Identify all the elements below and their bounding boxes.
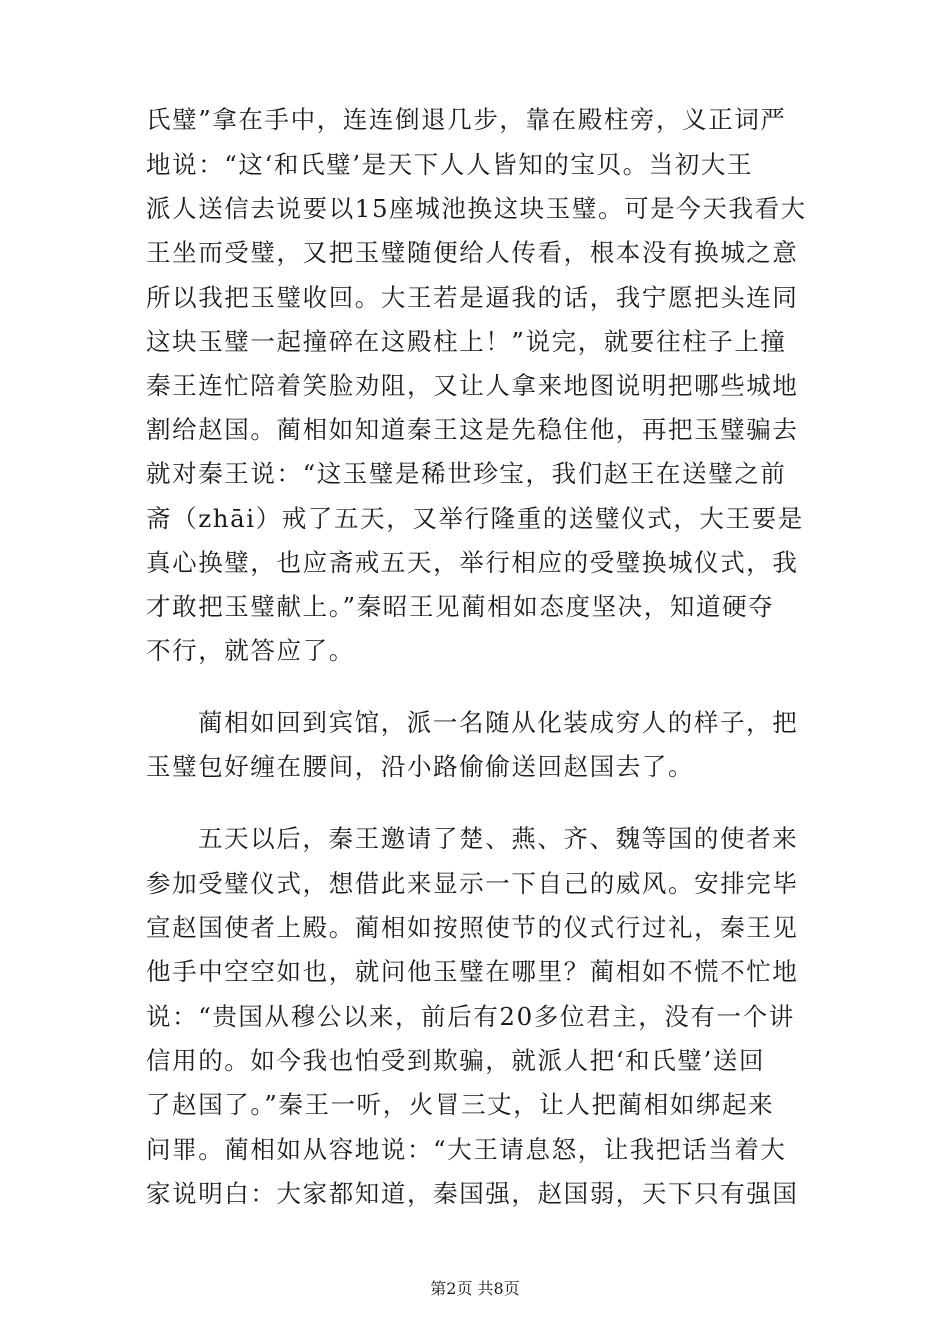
- text-line: 才敢把玉璧献上。”秦昭王见蔺相如态度坚决，知道硬夺: [146, 592, 775, 621]
- text-line: 问罪。蔺相如从容地说：“大王请息怒，让我把话当着大: [146, 1135, 787, 1164]
- text-line: 秦王连忙陪着笑脸劝阻，又让人拿来地图说明把哪些城地: [146, 371, 799, 400]
- text-line: 五天以后，秦王邀请了楚、燕、齐、魏等国的使者来: [198, 824, 799, 853]
- text-line: 派人送信去说要以15座城池换这块玉璧。可是今天我看大: [146, 194, 807, 223]
- text-line: 割给赵国。蔺相如知道秦王这是先稳住他，再把玉璧骗去: [146, 415, 799, 444]
- text-line: 信用的。如今我也怕受到欺骗，就派人把‘和氏璧’送回: [146, 1046, 766, 1075]
- page-footer: 第2页 共8页: [430, 1279, 520, 1298]
- text-line: 斋（zhāi）戒了五天，又举行隆重的送璧仪式，大王要是: [146, 504, 804, 533]
- text-line: 家说明白：大家都知道，秦国强，赵国弱，天下只有强国: [146, 1179, 799, 1208]
- text-line: 就对秦王说：“这玉璧是稀世珍宝，我们赵王在送璧之前: [146, 459, 787, 488]
- text-line: 宣赵国使者上殿。蔺相如按照使节的仪式行过礼，秦王见: [146, 913, 799, 942]
- text-line: 氏璧”拿在手中，连连倒退几步，靠在殿柱旁，义正词严: [146, 105, 787, 134]
- text-line: 王坐而受璧，又把玉璧随便给人传看，根本没有换城之意: [146, 238, 799, 267]
- text-line: 参加受璧仪式，想借此来显示一下自己的威风。安排完毕: [146, 869, 799, 898]
- text-line: 蔺相如回到宾馆，派一名随从化装成穷人的样子，把: [198, 708, 799, 737]
- text-line: 他手中空空如也，就问他玉璧在哪里？蔺相如不慌不忙地: [146, 957, 799, 986]
- text-line: 不行，就答应了。: [146, 636, 355, 665]
- text-line: 这块玉璧一起撞碎在这殿柱上！”说完，就要往柱子上撞: [146, 327, 787, 356]
- text-line: 了赵国了。”秦王一听，火冒三丈，让人把蔺相如绑起来: [146, 1090, 775, 1119]
- text-line: 所以我把玉璧收回。大王若是逼我的话，我宁愿把头连同: [146, 283, 799, 312]
- text-line: 地说：“这‘和氏璧’是天下人人皆知的宝贝。当初大王: [146, 150, 754, 179]
- text-line: 说：“贵国从穆公以来，前后有20多位君主，没有一个讲: [146, 1002, 795, 1031]
- text-line: 真心换璧，也应斋戒五天，举行相应的受璧换城仪式，我: [146, 548, 799, 577]
- text-line: 玉璧包好缠在腰间，沿小路偷偷送回赵国去了。: [146, 752, 695, 781]
